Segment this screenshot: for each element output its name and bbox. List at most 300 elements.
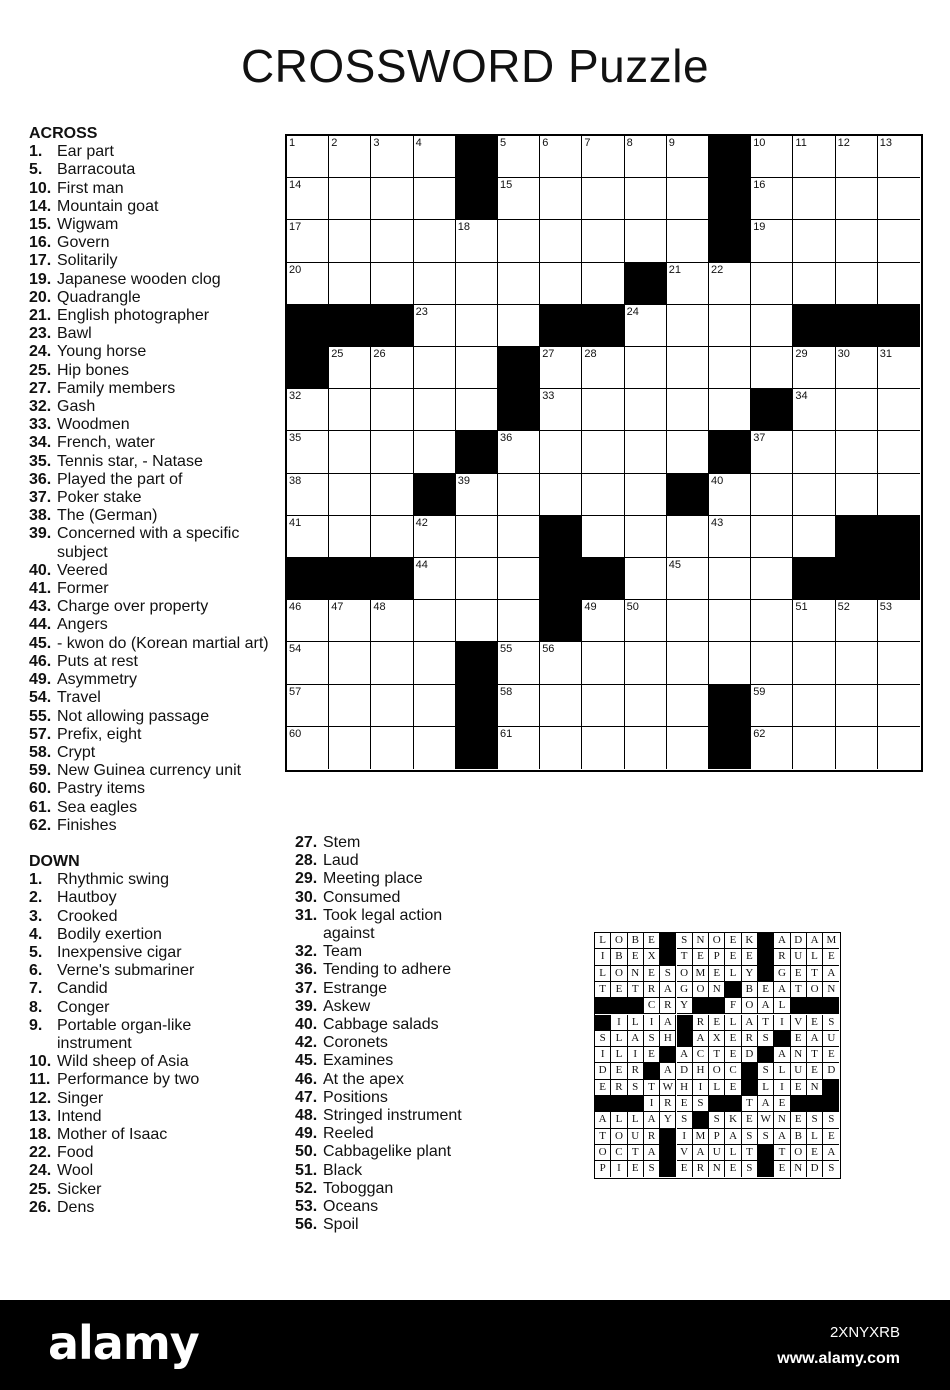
grid-cell[interactable]: [329, 136, 371, 178]
solution-letter: L: [774, 998, 790, 1014]
clue-text: Consumed: [323, 888, 401, 906]
solution-block: [791, 1096, 807, 1112]
grid-block: [329, 558, 371, 600]
grid-cell[interactable]: [625, 178, 667, 220]
grid-cell[interactable]: [836, 685, 878, 727]
grid-cell[interactable]: [582, 220, 624, 262]
grid-cell[interactable]: [540, 136, 582, 178]
grid-cell[interactable]: [793, 263, 835, 305]
solution-letter: E: [725, 1080, 741, 1096]
grid-cell[interactable]: [414, 389, 456, 431]
grid-cell[interactable]: [751, 136, 793, 178]
grid-cell[interactable]: [329, 347, 371, 389]
grid-cell[interactable]: [582, 474, 624, 516]
grid-cell[interactable]: [371, 263, 413, 305]
grid-cell[interactable]: [793, 347, 835, 389]
grid-cell[interactable]: [498, 178, 540, 220]
solution-letter: A: [823, 1145, 839, 1161]
grid-cell[interactable]: [371, 685, 413, 727]
grid-cell[interactable]: [287, 642, 329, 684]
grid-cell[interactable]: [582, 600, 624, 642]
grid-cell[interactable]: [836, 136, 878, 178]
clue-item: [29, 671, 269, 689]
grid-cell[interactable]: [836, 347, 878, 389]
solution-letter: T: [742, 1096, 758, 1112]
grid-cell[interactable]: [751, 178, 793, 220]
grid-cell[interactable]: [625, 600, 667, 642]
solution-letter: R: [660, 1096, 676, 1112]
grid-cell[interactable]: [836, 263, 878, 305]
grid-cell[interactable]: [625, 558, 667, 600]
grid-cell[interactable]: [498, 263, 540, 305]
clue-text: Intend: [57, 1107, 102, 1125]
grid-cell[interactable]: [414, 642, 456, 684]
grid-cell[interactable]: [456, 600, 498, 642]
grid-cell[interactable]: [287, 178, 329, 220]
grid-cell[interactable]: [625, 642, 667, 684]
clue-number: 10.: [29, 179, 52, 197]
solution-letter: L: [758, 1080, 774, 1096]
grid-cell[interactable]: [751, 685, 793, 727]
clue-text: Finishes: [57, 816, 117, 834]
cell-number: 16: [753, 179, 766, 192]
cell-number: 61: [500, 727, 513, 740]
grid-cell[interactable]: [751, 600, 793, 642]
clue-number: 18.: [29, 1125, 52, 1143]
solution-letter: E: [709, 966, 725, 982]
grid-cell[interactable]: [371, 600, 413, 642]
solution-letter: T: [807, 1047, 823, 1063]
grid-cell[interactable]: [329, 220, 371, 262]
grid-block: [793, 558, 835, 600]
grid-cell[interactable]: [287, 474, 329, 516]
grid-cell[interactable]: [836, 727, 878, 769]
grid-cell[interactable]: [287, 727, 329, 769]
grid-cell[interactable]: [540, 642, 582, 684]
clue-number: 34.: [29, 434, 52, 452]
grid-cell[interactable]: [329, 431, 371, 473]
solution-letter: G: [774, 966, 790, 982]
solution-letter: O: [611, 1129, 627, 1145]
grid-cell[interactable]: [667, 431, 709, 473]
solution-letter: E: [644, 1047, 660, 1063]
solution-block: [823, 1080, 839, 1096]
grid-cell[interactable]: [836, 431, 878, 473]
grid-cell[interactable]: [836, 600, 878, 642]
clue-text: Former: [57, 580, 109, 598]
grid-cell[interactable]: [793, 136, 835, 178]
clue-number: 39.: [295, 997, 318, 1015]
grid-cell[interactable]: [793, 389, 835, 431]
grid-cell[interactable]: [329, 642, 371, 684]
grid-cell[interactable]: [371, 136, 413, 178]
grid-cell[interactable]: [793, 178, 835, 220]
grid-cell[interactable]: [498, 558, 540, 600]
grid-cell[interactable]: [878, 474, 920, 516]
crossword-grid[interactable]: [285, 134, 923, 772]
clue-item: [29, 908, 269, 926]
grid-cell[interactable]: [414, 600, 456, 642]
clue-item: [29, 362, 269, 380]
grid-cell[interactable]: [498, 305, 540, 347]
grid-cell[interactable]: [751, 474, 793, 516]
grid-cell[interactable]: [625, 220, 667, 262]
page-title: CROSSWORD Puzzle: [240, 40, 710, 92]
solution-letter: S: [758, 1031, 774, 1047]
grid-cell[interactable]: [498, 220, 540, 262]
clue-item: [295, 907, 495, 943]
grid-cell[interactable]: [667, 220, 709, 262]
grid-cell[interactable]: [582, 727, 624, 769]
grid-cell[interactable]: [582, 431, 624, 473]
grid-cell[interactable]: [287, 516, 329, 558]
grid-cell[interactable]: [329, 600, 371, 642]
grid-cell[interactable]: [498, 642, 540, 684]
grid-cell[interactable]: [667, 136, 709, 178]
grid-cell[interactable]: [667, 347, 709, 389]
grid-cell[interactable]: [329, 727, 371, 769]
solution-letter: P: [709, 1129, 725, 1145]
grid-cell[interactable]: [540, 220, 582, 262]
solution-block: [791, 998, 807, 1014]
solution-letter: U: [791, 1063, 807, 1079]
grid-cell[interactable]: [540, 431, 582, 473]
grid-cell[interactable]: [625, 136, 667, 178]
solution-letter: L: [709, 1080, 725, 1096]
grid-cell[interactable]: [625, 516, 667, 558]
grid-cell[interactable]: [582, 389, 624, 431]
grid-cell[interactable]: [287, 685, 329, 727]
grid-block: [625, 263, 667, 305]
grid-cell[interactable]: [498, 727, 540, 769]
grid-cell[interactable]: [329, 263, 371, 305]
solution-letter: O: [807, 982, 823, 998]
grid-cell[interactable]: [414, 431, 456, 473]
grid-cell[interactable]: [287, 389, 329, 431]
grid-cell[interactable]: [498, 136, 540, 178]
grid-cell[interactable]: [709, 263, 751, 305]
grid-block: [456, 136, 498, 178]
grid-cell[interactable]: [329, 178, 371, 220]
solution-grid: [594, 932, 841, 1179]
grid-cell[interactable]: [709, 305, 751, 347]
grid-cell[interactable]: [878, 347, 920, 389]
grid-cell[interactable]: [878, 600, 920, 642]
grid-cell[interactable]: [371, 178, 413, 220]
grid-cell[interactable]: [667, 685, 709, 727]
solution-letter: A: [758, 998, 774, 1014]
solution-letter: I: [677, 1129, 693, 1145]
cell-number: 56: [542, 643, 555, 656]
grid-cell[interactable]: [287, 220, 329, 262]
grid-cell[interactable]: [371, 220, 413, 262]
grid-cell[interactable]: [329, 685, 371, 727]
grid-cell[interactable]: [793, 516, 835, 558]
solution-letter: T: [758, 1015, 774, 1031]
grid-cell[interactable]: [836, 178, 878, 220]
grid-cell[interactable]: [414, 347, 456, 389]
clue-number: 45.: [29, 634, 52, 652]
grid-cell[interactable]: [709, 558, 751, 600]
grid-cell[interactable]: [371, 389, 413, 431]
clue-number: 38.: [29, 507, 52, 525]
grid-cell[interactable]: [582, 178, 624, 220]
solution-letter: E: [742, 1112, 758, 1128]
clue-item: [29, 198, 269, 216]
grid-cell[interactable]: [751, 516, 793, 558]
grid-cell[interactable]: [540, 347, 582, 389]
grid-cell[interactable]: [456, 263, 498, 305]
grid-cell[interactable]: [878, 178, 920, 220]
solution-letter: A: [774, 982, 790, 998]
grid-cell[interactable]: [456, 516, 498, 558]
grid-cell[interactable]: [371, 347, 413, 389]
grid-cell[interactable]: [456, 347, 498, 389]
grid-cell[interactable]: [667, 389, 709, 431]
grid-cell[interactable]: [836, 642, 878, 684]
grid-cell[interactable]: [751, 305, 793, 347]
solution-letter: L: [725, 1145, 741, 1161]
grid-cell[interactable]: [582, 347, 624, 389]
solution-letter: T: [791, 982, 807, 998]
grid-block: [287, 558, 329, 600]
grid-cell[interactable]: [329, 474, 371, 516]
grid-cell[interactable]: [414, 305, 456, 347]
grid-cell[interactable]: [625, 474, 667, 516]
solution-letter: C: [693, 1047, 709, 1063]
solution-block: [660, 949, 676, 965]
clue-item: [295, 852, 495, 870]
cell-number: 13: [879, 137, 893, 149]
grid-cell[interactable]: [540, 474, 582, 516]
solution-block: [677, 1015, 693, 1031]
grid-cell[interactable]: [878, 220, 920, 262]
clue-number: 19.: [29, 270, 52, 288]
grid-cell[interactable]: [625, 347, 667, 389]
grid-cell[interactable]: [793, 642, 835, 684]
grid-cell[interactable]: [709, 642, 751, 684]
clue-item: [295, 1125, 495, 1143]
grid-cell[interactable]: [456, 305, 498, 347]
clue-number: 24.: [29, 343, 52, 361]
grid-cell[interactable]: [667, 305, 709, 347]
grid-cell[interactable]: [793, 600, 835, 642]
grid-cell[interactable]: [793, 431, 835, 473]
grid-cell[interactable]: [836, 220, 878, 262]
grid-cell[interactable]: [793, 474, 835, 516]
clue-item: [29, 708, 269, 726]
solution-letter: E: [742, 949, 758, 965]
grid-cell[interactable]: [836, 474, 878, 516]
grid-cell[interactable]: [751, 642, 793, 684]
solution-letter: R: [742, 1031, 758, 1047]
grid-cell[interactable]: [667, 642, 709, 684]
grid-cell[interactable]: [625, 305, 667, 347]
clue-text: Charge over property: [57, 598, 209, 616]
grid-cell[interactable]: [329, 516, 371, 558]
grid-cell[interactable]: [287, 263, 329, 305]
grid-cell[interactable]: [414, 136, 456, 178]
grid-cell[interactable]: [709, 474, 751, 516]
grid-cell[interactable]: [878, 727, 920, 769]
solution-letter: A: [677, 1047, 693, 1063]
solution-letter: O: [611, 966, 627, 982]
solution-letter: N: [709, 982, 725, 998]
solution-letter: W: [758, 1112, 774, 1128]
grid-cell[interactable]: [582, 263, 624, 305]
grid-block: [878, 516, 920, 558]
grid-cell[interactable]: [414, 727, 456, 769]
clue-number: 30.: [295, 888, 318, 906]
clue-item: [29, 471, 269, 489]
grid-cell[interactable]: [582, 516, 624, 558]
cell-number: 41: [289, 516, 302, 529]
clue-number: 54.: [29, 689, 52, 707]
clue-text: Hip bones: [57, 361, 130, 379]
cell-number: 20: [289, 263, 302, 276]
clue-text: Dens: [57, 1198, 95, 1216]
clue-item: [29, 289, 269, 307]
grid-cell[interactable]: [878, 642, 920, 684]
solution-letter: T: [677, 949, 693, 965]
clue-number: 24.: [29, 1162, 52, 1180]
grid-cell[interactable]: [371, 516, 413, 558]
clue-text: New Guinea currency unit: [57, 762, 242, 780]
grid-cell[interactable]: [667, 516, 709, 558]
grid-cell[interactable]: [625, 389, 667, 431]
grid-block: [371, 305, 413, 347]
grid-cell[interactable]: [287, 136, 329, 178]
grid-cell[interactable]: [371, 642, 413, 684]
grid-cell[interactable]: [751, 263, 793, 305]
grid-cell[interactable]: [414, 263, 456, 305]
grid-cell[interactable]: [793, 685, 835, 727]
grid-cell[interactable]: [414, 558, 456, 600]
grid-cell[interactable]: [751, 431, 793, 473]
grid-cell[interactable]: [540, 178, 582, 220]
clue-text: Positions: [323, 1088, 388, 1106]
grid-cell[interactable]: [414, 178, 456, 220]
grid-cell[interactable]: [498, 431, 540, 473]
cell-number: 54: [289, 643, 302, 656]
grid-cell[interactable]: [709, 347, 751, 389]
grid-cell[interactable]: [878, 136, 920, 178]
grid-cell[interactable]: [582, 642, 624, 684]
solution-letter: E: [823, 1047, 839, 1063]
cell-number: 43: [711, 516, 724, 529]
grid-cell[interactable]: [371, 727, 413, 769]
grid-cell[interactable]: [329, 389, 371, 431]
clue-text: Laud: [323, 852, 359, 870]
grid-cell[interactable]: [498, 474, 540, 516]
grid-cell[interactable]: [751, 727, 793, 769]
clue-number: 46.: [295, 1070, 318, 1088]
cell-number: 48: [373, 601, 386, 614]
solution-block: [742, 1080, 758, 1096]
grid-cell[interactable]: [498, 685, 540, 727]
grid-cell[interactable]: [540, 685, 582, 727]
site-url: www.alamy.com: [777, 1350, 900, 1367]
grid-cell[interactable]: [582, 685, 624, 727]
grid-cell[interactable]: [667, 178, 709, 220]
grid-cell[interactable]: [287, 431, 329, 473]
grid-cell[interactable]: [667, 263, 709, 305]
grid-cell[interactable]: [751, 220, 793, 262]
grid-cell[interactable]: [456, 558, 498, 600]
solution-block: [807, 998, 823, 1014]
grid-cell[interactable]: [414, 516, 456, 558]
cell-number: 34: [795, 390, 808, 403]
grid-cell[interactable]: [625, 727, 667, 769]
grid-cell[interactable]: [793, 220, 835, 262]
solution-letter: H: [677, 1080, 693, 1096]
solution-block: [758, 1145, 774, 1161]
footer-bar: [0, 1300, 950, 1390]
clue-text: Spoil: [323, 1216, 359, 1234]
grid-cell[interactable]: [667, 600, 709, 642]
grid-cell[interactable]: [540, 263, 582, 305]
clue-text: Coronets: [323, 1034, 388, 1052]
grid-cell[interactable]: [498, 516, 540, 558]
solution-letter: E: [595, 1080, 611, 1096]
grid-cell[interactable]: [751, 558, 793, 600]
grid-cell[interactable]: [878, 431, 920, 473]
grid-cell[interactable]: [667, 558, 709, 600]
grid-cell[interactable]: [625, 431, 667, 473]
grid-cell[interactable]: [371, 431, 413, 473]
clue-text: Rhythmic swing: [57, 871, 170, 889]
grid-cell[interactable]: [878, 685, 920, 727]
grid-cell[interactable]: [540, 727, 582, 769]
grid-cell[interactable]: [836, 389, 878, 431]
grid-cell[interactable]: [625, 685, 667, 727]
cell-number: 31: [879, 348, 893, 360]
clue-number: 46.: [29, 652, 52, 670]
grid-cell[interactable]: [878, 389, 920, 431]
grid-cell[interactable]: [751, 347, 793, 389]
solution-letter: I: [644, 1015, 660, 1031]
cell-number: 30: [837, 348, 850, 360]
grid-cell[interactable]: [371, 474, 413, 516]
grid-cell[interactable]: [456, 474, 498, 516]
grid-cell[interactable]: [878, 263, 920, 305]
grid-cell[interactable]: [793, 727, 835, 769]
grid-block: [498, 347, 540, 389]
grid-cell[interactable]: [414, 685, 456, 727]
solution-letter: D: [742, 1047, 758, 1063]
grid-cell[interactable]: [456, 220, 498, 262]
solution-letter: R: [628, 1063, 644, 1079]
grid-cell[interactable]: [667, 727, 709, 769]
clue-text: Singer: [57, 1089, 104, 1107]
grid-cell[interactable]: [709, 600, 751, 642]
solution-letter: E: [725, 1047, 741, 1063]
grid-cell[interactable]: [287, 600, 329, 642]
solution-letter: M: [693, 1129, 709, 1145]
clue-text: Estrange: [323, 979, 388, 997]
solution-letter: I: [774, 1080, 790, 1096]
grid-cell[interactable]: [709, 389, 751, 431]
grid-cell[interactable]: [498, 600, 540, 642]
grid-cell[interactable]: [540, 389, 582, 431]
solution-letter: Y: [660, 1112, 676, 1128]
grid-cell[interactable]: [582, 136, 624, 178]
cell-number: 26: [373, 348, 386, 360]
grid-cell[interactable]: [456, 389, 498, 431]
grid-cell[interactable]: [709, 516, 751, 558]
solution-letter: S: [823, 1015, 839, 1031]
grid-cell[interactable]: [414, 220, 456, 262]
